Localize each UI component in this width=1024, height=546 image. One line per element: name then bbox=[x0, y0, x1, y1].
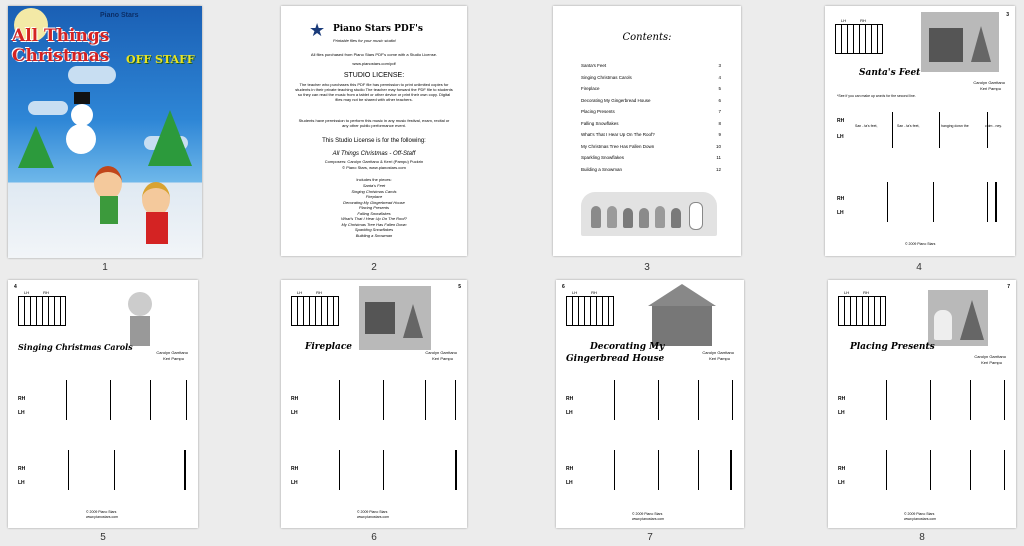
boy-figure bbox=[94, 166, 122, 200]
music-system: RH LH bbox=[291, 376, 457, 436]
cloud bbox=[28, 101, 68, 115]
license-url: www.pianostars.com/pdf bbox=[352, 61, 396, 66]
contents-entry[interactable] bbox=[581, 106, 721, 118]
music-system: RH LH bbox=[837, 176, 1005, 236]
piece-item: Decorating My Gingerbread House bbox=[343, 199, 405, 205]
page-number: 5 bbox=[458, 284, 461, 290]
contents-entry[interactable] bbox=[581, 164, 721, 176]
music-system: RH LH bbox=[838, 376, 1006, 436]
song-title: Santa's Feet bbox=[859, 68, 921, 78]
piece-item: Building a Snowman bbox=[355, 232, 393, 238]
song-title: Fireplace bbox=[305, 342, 353, 352]
piece-item: What's That I Hear Up On The Roof? bbox=[341, 216, 407, 221]
rh-label: RH bbox=[591, 290, 597, 295]
page-number: 3 bbox=[1006, 12, 1009, 18]
book-title: All Things Christmas - Off-Staff bbox=[332, 151, 416, 157]
copyright: © Piano Stars, www.pianostars.com bbox=[342, 165, 406, 170]
contents-entry-page: 3 bbox=[718, 63, 721, 68]
contents-entry-page: 9 bbox=[718, 132, 721, 137]
contents-entry-title: What's That I Hear Up On The Roof? bbox=[581, 132, 655, 137]
page-number-label: 8 bbox=[919, 532, 925, 543]
contents-entry-title: Placing Presents bbox=[581, 109, 615, 114]
contents-entry[interactable] bbox=[581, 60, 721, 72]
music-system: RH LH bbox=[291, 446, 457, 506]
music-system: RH LH bbox=[838, 446, 1006, 506]
hand-labels bbox=[844, 290, 869, 295]
composer: Keri Pampu bbox=[709, 356, 730, 361]
cover-art bbox=[8, 6, 202, 258]
snowman bbox=[66, 124, 96, 154]
piece-item: Santa's Feet bbox=[362, 183, 386, 188]
footer: © 2009 Piano Stars bbox=[86, 510, 117, 514]
rh-label: RH bbox=[863, 290, 869, 295]
composer: Keri Pampu bbox=[163, 356, 184, 361]
thumbnail-page-6[interactable] bbox=[281, 280, 467, 528]
contents-entry-page: 11 bbox=[716, 155, 721, 160]
pieces-list bbox=[291, 183, 457, 238]
footer: © 2009 Piano Stars bbox=[904, 512, 935, 516]
presents-illustration bbox=[928, 290, 988, 346]
license-heading: STUDIO LICENSE: bbox=[343, 72, 405, 79]
characters-illustration bbox=[581, 192, 717, 236]
snowman bbox=[71, 104, 93, 126]
contents-entry[interactable] bbox=[581, 141, 721, 153]
fireplace-illustration bbox=[359, 286, 431, 350]
contents-entry-page: 12 bbox=[715, 166, 721, 172]
footer: © 2009 Piano Stars bbox=[905, 242, 936, 246]
footer: © 2009 Piano Stars bbox=[632, 512, 663, 516]
music-system: RH LH bbox=[18, 446, 188, 506]
composer: Carolyn Garritano bbox=[425, 350, 457, 355]
tree bbox=[18, 126, 54, 168]
instruction-note: *See if you can make up words for the second line. bbox=[837, 94, 916, 98]
cover-title: All Things Christmas bbox=[12, 26, 110, 66]
page-number-label: 4 bbox=[916, 262, 922, 273]
lh-label: LH bbox=[844, 290, 850, 295]
license-brand: Piano Stars PDF's bbox=[333, 24, 423, 34]
piece-item: Singing Christmas Carols bbox=[351, 188, 397, 194]
music-system: RH LH San - ta's feet, San - ta's feet, hanging down the chim - ney. bbox=[837, 104, 1005, 164]
page-number-label: 2 bbox=[371, 262, 377, 273]
lh-label: LH bbox=[841, 18, 847, 23]
contents-entry-title: Santa's Feet bbox=[581, 63, 607, 68]
contents-entry[interactable] bbox=[581, 72, 721, 84]
footer: www.pianostars.com bbox=[904, 517, 937, 521]
page-number-label: 7 bbox=[647, 532, 653, 543]
contents-entry-title: My Christmas Tree Has Fallen Down bbox=[581, 143, 655, 149]
fireplace-illustration bbox=[921, 12, 999, 72]
tree bbox=[148, 110, 192, 166]
page-number: 4 bbox=[14, 284, 17, 290]
lh-label: LH bbox=[572, 290, 578, 295]
lyric: San - ta's feet, bbox=[855, 124, 878, 128]
contents-entry-title: Decorating My Gingerbread House bbox=[581, 97, 651, 103]
contents-entry[interactable] bbox=[581, 118, 721, 130]
composer: Carolyn Garritano bbox=[973, 80, 1005, 85]
composer: Carolyn Garritano bbox=[156, 350, 188, 355]
contents-entry-page: 5 bbox=[718, 86, 721, 91]
composer: Carolyn Garritano bbox=[974, 354, 1006, 359]
cloud bbox=[68, 66, 116, 84]
gingerbread-house-illustration bbox=[648, 284, 716, 346]
composer: Keri Pampu bbox=[981, 360, 1002, 365]
footer: www.pianostars.com bbox=[86, 515, 119, 519]
piano-keyboard-icon bbox=[835, 24, 883, 54]
page-number-label: 3 bbox=[644, 262, 650, 273]
thumbnail-page-5[interactable] bbox=[8, 280, 198, 528]
page-number-label: 5 bbox=[100, 532, 106, 543]
boy-figure bbox=[100, 196, 118, 224]
piano-keyboard-icon bbox=[838, 296, 886, 326]
license-intro: All files purchased from Piano Stars PDF's come with a Studio License. bbox=[310, 52, 438, 57]
girl-figure bbox=[142, 182, 170, 216]
license-performance: Students have permission to perform this music in any music festival, exam, recital or any other public performance event. bbox=[298, 118, 450, 128]
page-number: 6 bbox=[562, 284, 565, 290]
piece-item: Falling Snowflakes bbox=[357, 210, 391, 216]
cover-brand: Piano Stars bbox=[100, 12, 139, 19]
contents-entry-title: Building a Snowman bbox=[581, 166, 623, 172]
lyric: San - ta's feet, bbox=[897, 124, 920, 128]
contents-entry[interactable] bbox=[581, 129, 721, 141]
composer: Carolyn Garritano bbox=[702, 350, 734, 355]
contents-list bbox=[581, 60, 721, 175]
footer: © 2009 Piano Stars bbox=[357, 510, 388, 514]
piece-item: Sparkling Snowflakes bbox=[354, 227, 394, 232]
rh-label: RH bbox=[860, 18, 866, 23]
thumbnail-page-2[interactable] bbox=[281, 6, 467, 256]
music-system: RH LH bbox=[566, 376, 734, 436]
contents-entry-page: 4 bbox=[718, 74, 721, 80]
hand-labels bbox=[572, 290, 597, 295]
contents-entry-title: Fireplace bbox=[581, 86, 600, 91]
license-for: This Studio License is for the following: bbox=[322, 138, 426, 144]
composer: Keri Pampu bbox=[432, 356, 453, 361]
piece-item: Fireplace bbox=[365, 194, 383, 199]
footer: www.pianostars.com bbox=[357, 515, 390, 519]
thumbnail-page-1[interactable] bbox=[8, 6, 202, 258]
piece-item: My Christmas Tree Has Fallen Down bbox=[341, 221, 407, 227]
license-tagline: Printable files for your music studio! bbox=[333, 38, 397, 43]
music-system: RH LH bbox=[18, 376, 188, 436]
song-title: Decorating My bbox=[590, 342, 665, 352]
contents-entry-title: Sparkling Snowflakes bbox=[581, 155, 625, 160]
star-logo-icon: ★ bbox=[309, 20, 326, 40]
cover-subtitle: OFF STAFF bbox=[126, 53, 195, 66]
hand-labels bbox=[841, 18, 866, 23]
contents-entry[interactable] bbox=[581, 83, 721, 95]
contents-entry-page: 8 bbox=[718, 120, 721, 126]
thumbnail-page-7[interactable] bbox=[556, 280, 744, 528]
footer: www.pianostars.com bbox=[632, 517, 665, 521]
song-title: Singing Christmas Carols bbox=[18, 342, 133, 352]
composers: Composers: Carolyn Garritano & Kerri (Pampu) Puckrin bbox=[324, 159, 424, 164]
lh-label: LH bbox=[24, 290, 30, 295]
piano-keyboard-icon bbox=[18, 296, 66, 326]
includes-label: Includes the pieces: bbox=[356, 177, 392, 182]
contents-entry[interactable] bbox=[581, 152, 721, 164]
hand-labels bbox=[24, 290, 49, 295]
piece-item: Placing Presents bbox=[358, 205, 389, 210]
contents-entry-page: 7 bbox=[718, 109, 721, 114]
contents-entry-title: Singing Christmas Carols bbox=[581, 74, 632, 80]
page-number: 7 bbox=[1007, 284, 1010, 290]
rh-label: RH bbox=[316, 290, 322, 295]
song-title: Gingerbread House bbox=[566, 354, 665, 364]
music-system: RH LH bbox=[566, 446, 734, 506]
hand-labels bbox=[297, 290, 322, 295]
page-number-label: 6 bbox=[371, 532, 377, 543]
rh-label: RH bbox=[43, 290, 49, 295]
lyric: chim - ney. bbox=[985, 124, 1002, 128]
composer: Keri Pampu bbox=[980, 86, 1001, 91]
contents-entry[interactable] bbox=[581, 95, 721, 107]
thumbnail-page-3[interactable] bbox=[553, 6, 741, 256]
lh-label: LH bbox=[297, 290, 303, 295]
piano-keyboard-icon bbox=[566, 296, 614, 326]
contents-entry-title: Falling Snowflakes bbox=[581, 120, 619, 126]
license-body: The teacher who purchases this PDF file has permission to print unlimited copies for students in their private teaching studio The teacher may forward the PDF file to students so they can read the music from a tablet or other device or print their own copy. Digital files may not be shared with other teachers. bbox=[295, 82, 453, 102]
thumbnail-page-8[interactable] bbox=[828, 280, 1016, 528]
contents-heading: Contents: bbox=[622, 32, 672, 43]
contents-entry-page: 6 bbox=[718, 97, 721, 103]
girl-figure bbox=[146, 212, 168, 244]
song-title: Placing Presents bbox=[850, 342, 935, 352]
piano-keyboard-icon bbox=[291, 296, 339, 326]
page-number-label: 1 bbox=[102, 262, 108, 273]
snowman-hat bbox=[74, 92, 90, 104]
lyric: hanging down the bbox=[941, 124, 969, 128]
contents-entry-page: 10 bbox=[715, 143, 721, 149]
thumbnail-page-4[interactable] bbox=[825, 6, 1015, 256]
